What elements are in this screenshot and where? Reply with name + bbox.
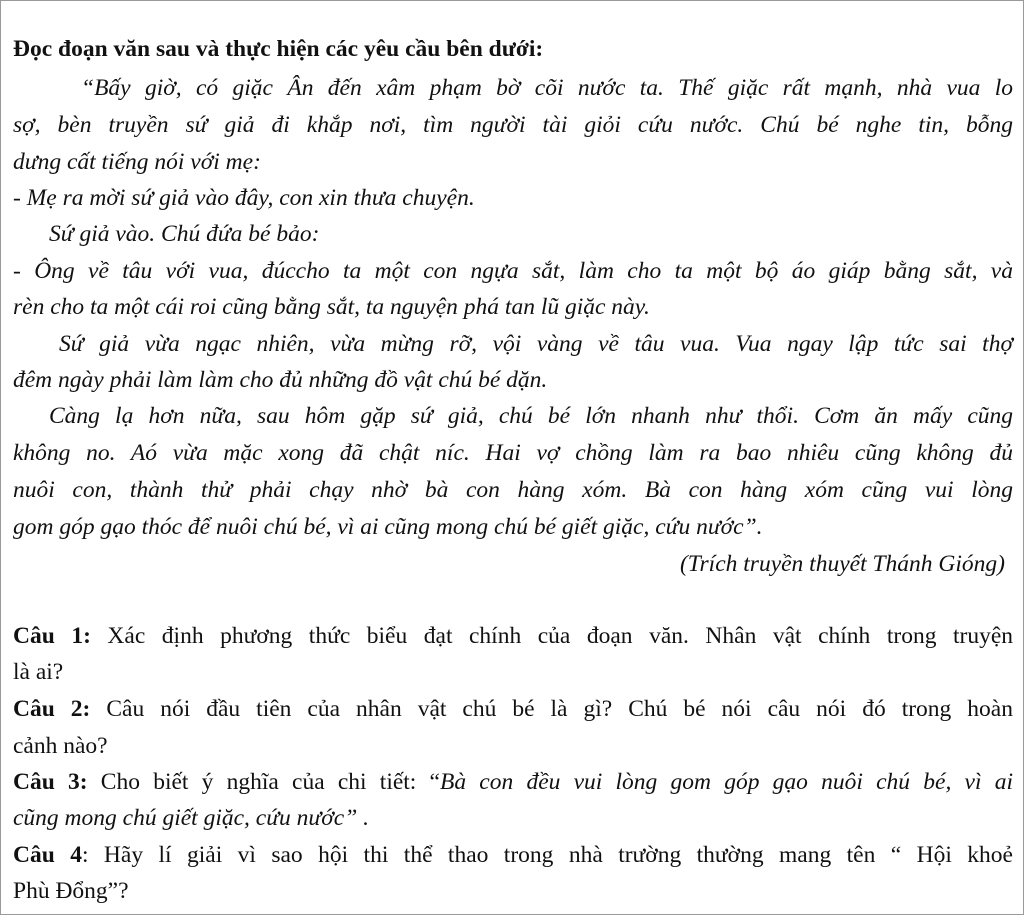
question-4 [13, 838, 1013, 872]
question-text: Xác định phương thức biểu đạt chính của đoạn văn. Nhân vật chính trong truyện [90, 623, 1014, 649]
question-label: Câu 4 [13, 842, 82, 868]
passage-line: - Mẹ ra mời sứ giả vào đây, con xin thưa chuyện. [13, 185, 475, 211]
question-1-continued: là ai? [13, 659, 64, 685]
question-text: Cho biết ý nghĩa của chi tiết: “ [87, 769, 440, 795]
passage-line: dưng cất tiếng nói với mẹ: [13, 149, 261, 175]
question-3-continued: cũng mong chú giết giặc, cứu nước” . [13, 805, 370, 831]
passage-line: gom góp gạo thóc để nuôi chú bé, vì ai cũng mong chú bé giết giặc, cứu nước”. [13, 514, 763, 540]
passage-line: “Bấy giờ, có giặc Ân đến xâm phạm bờ cõi nước ta. Thế giặc rất mạnh, nhà vua lo [81, 75, 1013, 101]
question-4-continued: Phù Đổng”? [13, 878, 129, 904]
question-text: : Hãy lí giải vì sao hội thi thể thao trong nhà trường thường mang tên “ Hội khoẻ [81, 842, 1013, 868]
passage-source: (Trích truyền thuyết Thánh Gióng) [679, 551, 1005, 577]
passage-line: rèn cho ta một cái roi cũng bằng sắt, ta nguyện phá tan lũ giặc này. [13, 294, 650, 320]
question-1 [13, 619, 1013, 653]
question-2 [13, 692, 1013, 726]
question-label: Câu 1: [13, 623, 91, 649]
question-text: Câu nói đầu tiên của nhân vật chú bé là gì? Chú bé nói câu nói đó trong hoàn [90, 696, 1013, 722]
passage-line: Sứ giả vừa ngạc nhiên, vừa mừng rỡ, vội vàng về tâu vua. Vua ngay lập tức sai thợ [59, 331, 1013, 357]
passage-line: đêm ngày phải làm làm cho đủ những đồ vật chú bé dặn. [13, 367, 548, 393]
question-label: Câu 3: [13, 769, 88, 795]
question-3 [13, 765, 1013, 799]
passage-line: sợ, bèn truyền sứ giả đi khắp nơi, tìm người tài giỏi cứu nước. Chú bé nghe tin, bỗng [13, 112, 1013, 138]
passage-line: Càng lạ hơn nữa, sau hôm gặp sứ giả, chú bé lớn nhanh như thổi. Cơm ăn mấy cũng [49, 403, 1013, 429]
question-label: Câu 2: [13, 696, 91, 722]
passage-line: - Ông về tâu với vua, đúccho ta một con ngựa sắt, làm cho ta một bộ áo giáp bằng sắt, và [13, 258, 1013, 284]
worksheet-heading: Đọc đoạn văn sau và thực hiện các yêu cầu bên dưới: [13, 36, 544, 62]
passage-line: Sứ giả vào. Chú đứa bé bảo: [49, 221, 320, 247]
question-quote: Bà con đều vui lòng gom góp gạo nuôi chú bé, vì ai [439, 769, 1013, 795]
question-2-continued: cảnh nào? [13, 733, 108, 759]
passage-line: nuôi con, thành thử phải chạy nhờ bà con hàng xóm. Bà con hàng xóm cũng vui lòng [13, 477, 1013, 503]
passage-line: không no. Aó vừa mặc xong đã chật níc. Hai vợ chồng làm ra bao nhiêu cũng không đủ [13, 440, 1013, 466]
